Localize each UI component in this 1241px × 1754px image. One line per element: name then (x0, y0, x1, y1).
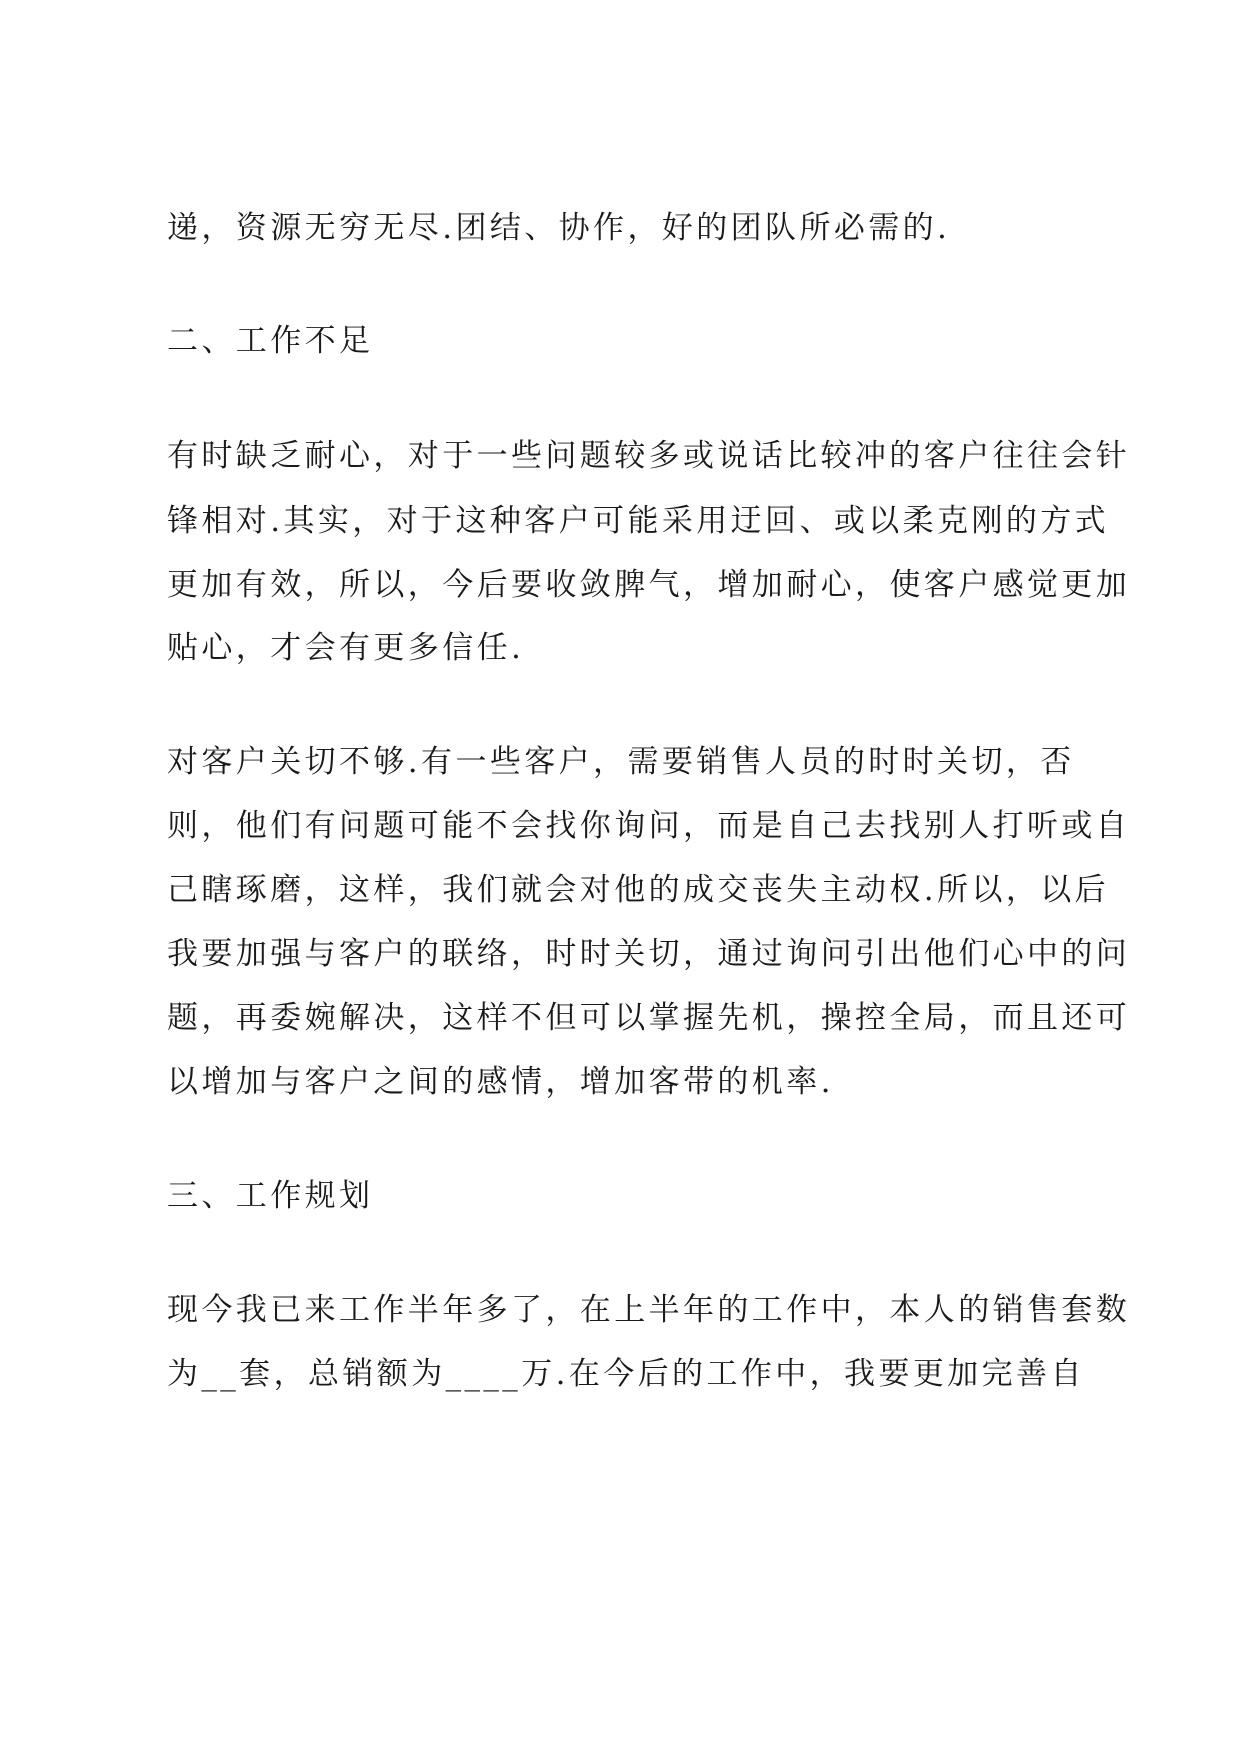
paragraph-line: 我要加强与客户的联络，时时关切，通过询问引出他们心中的问 (167, 936, 1131, 972)
paragraph-line: 贴心，才会有更多信任. (167, 630, 525, 666)
section-heading: 三、工作规划 (167, 1178, 374, 1214)
paragraph-line: 己瞎琢磨，这样，我们就会对他的成交丧失主动权.所以，以后 (167, 872, 1110, 908)
paragraph-line: 有时缺乏耐心，对于一些问题较多或说话比较冲的客户往往会针 (167, 438, 1131, 474)
paragraph-line: 以增加与客户之间的感情，增加客带的机率. (167, 1064, 834, 1100)
section-heading: 二、工作不足 (167, 323, 374, 359)
paragraph-line: 对客户关切不够.有一些客户，需要销售人员的时时关切，否 (167, 744, 1075, 780)
paragraph-line: 递，资源无穷无尽.团结、协作，好的团队所必需的. (167, 210, 951, 246)
paragraph-line: 题，再委婉解决，这样不但可以掌握先机，操控全局，而且还可 (167, 1000, 1131, 1036)
paragraph-line: 为__套，总销额为____万.在今后的工作中，我要更加完善自 (167, 1356, 1085, 1392)
paragraph-line: 则，他们有问题可能不会找你询问，而是自己去找别人打听或自 (167, 808, 1131, 844)
paragraph-line: 锋相对.其实，对于这种客户可能采用迂回、或以柔克刚的方式 (167, 503, 1110, 539)
paragraph-line: 现今我已来工作半年多了，在上半年的工作中，本人的销售套数 (167, 1292, 1131, 1328)
paragraph-line: 更加有效，所以，今后要收敛脾气，增加耐心，使客户感觉更加 (167, 567, 1131, 603)
